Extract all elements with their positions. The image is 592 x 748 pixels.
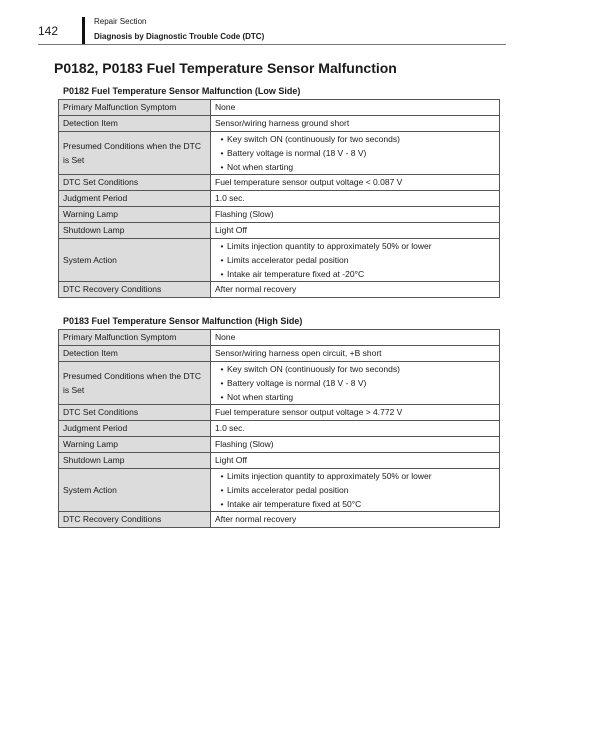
bullet-icon: • [220, 162, 224, 172]
bullet-list [215, 469, 495, 511]
bullet-text: Intake air temperature fixed at 50°C [227, 499, 362, 509]
row-label: Primary Malfunction Symptom [59, 330, 211, 346]
bullet-text: Limits injection quantity to approximately 50% or lower [227, 241, 432, 251]
bullet-list [215, 362, 495, 404]
table-row [59, 469, 500, 512]
row-value: None [211, 100, 500, 116]
table-heading-p0182: P0182 Fuel Temperature Sensor Malfunction (Low Side) [63, 86, 301, 96]
row-value: 1.0 sec. [211, 421, 500, 437]
table-heading-p0183: P0183 Fuel Temperature Sensor Malfunction (High Side) [63, 316, 303, 326]
bullet-item [215, 390, 495, 404]
bullet-item [215, 376, 495, 390]
row-value: Sensor/wiring harness open circuit, +B short [211, 346, 500, 362]
row-value: Fuel temperature sensor output voltage > 4.772 V [211, 405, 500, 421]
bullet-item [215, 267, 495, 281]
table-row [59, 132, 500, 175]
bullet-text: Key switch ON (continuously for two seconds) [227, 364, 400, 374]
bullet-item [215, 483, 495, 497]
bullet-icon: • [220, 241, 224, 251]
table-row [59, 512, 500, 528]
bullet-icon: • [220, 378, 224, 388]
bullet-text: Limits accelerator pedal position [227, 485, 349, 495]
page-title: P0182, P0183 Fuel Temperature Sensor Malfunction [54, 60, 397, 76]
row-label: Presumed Conditions when the DTC is Set [59, 362, 211, 405]
row-label: Warning Lamp [59, 437, 211, 453]
bullet-icon: • [220, 499, 224, 509]
row-label: Detection Item [59, 116, 211, 132]
bullet-text: Battery voltage is normal (18 V - 8 V) [227, 148, 367, 158]
row-label: System Action [59, 469, 211, 512]
table-row [59, 362, 500, 405]
bullet-icon: • [220, 364, 224, 374]
dtc-table-p0182 [58, 99, 500, 298]
table-row [59, 175, 500, 191]
row-value: Flashing (Slow) [211, 437, 500, 453]
row-label: Judgment Period [59, 421, 211, 437]
table-row [59, 405, 500, 421]
row-label: Primary Malfunction Symptom [59, 100, 211, 116]
row-value: Fuel temperature sensor output voltage < 0.087 V [211, 175, 500, 191]
table-row [59, 116, 500, 132]
row-label: Shutdown Lamp [59, 453, 211, 469]
row-label: DTC Set Conditions [59, 175, 211, 191]
dtc-table-p0183 [58, 329, 500, 528]
table-row [59, 100, 500, 116]
row-label: DTC Recovery Conditions [59, 282, 211, 298]
table-row [59, 437, 500, 453]
bullet-icon: • [220, 471, 224, 481]
row-label: Detection Item [59, 346, 211, 362]
table-row [59, 330, 500, 346]
row-value: After normal recovery [211, 282, 500, 298]
header-section: Repair Section [94, 17, 147, 26]
bullet-item [215, 132, 495, 146]
bullet-text: Limits injection quantity to approximately 50% or lower [227, 471, 432, 481]
row-label: System Action [59, 239, 211, 282]
row-value: Sensor/wiring harness ground short [211, 116, 500, 132]
row-value [211, 239, 500, 282]
row-label: Presumed Conditions when the DTC is Set [59, 132, 211, 175]
bullet-icon: • [220, 255, 224, 265]
table-row [59, 223, 500, 239]
bullet-item [215, 497, 495, 511]
bullet-text: Intake air temperature fixed at -20°C [227, 269, 365, 279]
table-row [59, 421, 500, 437]
header-subsection: Diagnosis by Diagnostic Trouble Code (DTC) [94, 32, 265, 41]
table-row [59, 239, 500, 282]
row-value [211, 362, 500, 405]
header-rule [38, 44, 506, 45]
row-label: Judgment Period [59, 191, 211, 207]
row-label: DTC Set Conditions [59, 405, 211, 421]
row-value: None [211, 330, 500, 346]
row-label: Warning Lamp [59, 207, 211, 223]
row-value: Flashing (Slow) [211, 207, 500, 223]
bullet-list [215, 239, 495, 281]
table-row [59, 191, 500, 207]
bullet-item [215, 239, 495, 253]
row-value: 1.0 sec. [211, 191, 500, 207]
bullet-item [215, 160, 495, 174]
table-row [59, 207, 500, 223]
row-value: Light Off [211, 453, 500, 469]
bullet-text: Key switch ON (continuously for two seconds) [227, 134, 400, 144]
row-value: Light Off [211, 223, 500, 239]
header-divider-bar [82, 17, 85, 44]
row-label: Shutdown Lamp [59, 223, 211, 239]
row-value [211, 132, 500, 175]
bullet-icon: • [220, 269, 224, 279]
bullet-text: Not when starting [227, 162, 294, 172]
bullet-icon: • [220, 148, 224, 158]
page-number: 142 [38, 24, 59, 38]
row-label: DTC Recovery Conditions [59, 512, 211, 528]
row-value [211, 469, 500, 512]
bullet-item [215, 362, 495, 376]
bullet-icon: • [220, 134, 224, 144]
table-row [59, 282, 500, 298]
bullet-icon: • [220, 485, 224, 495]
table-row [59, 346, 500, 362]
bullet-text: Limits accelerator pedal position [227, 255, 349, 265]
table-row [59, 453, 500, 469]
bullet-text: Battery voltage is normal (18 V - 8 V) [227, 378, 367, 388]
bullet-item [215, 146, 495, 160]
bullet-text: Not when starting [227, 392, 294, 402]
bullet-item [215, 469, 495, 483]
row-value: After normal recovery [211, 512, 500, 528]
bullet-icon: • [220, 392, 224, 402]
bullet-item [215, 253, 495, 267]
bullet-list [215, 132, 495, 174]
